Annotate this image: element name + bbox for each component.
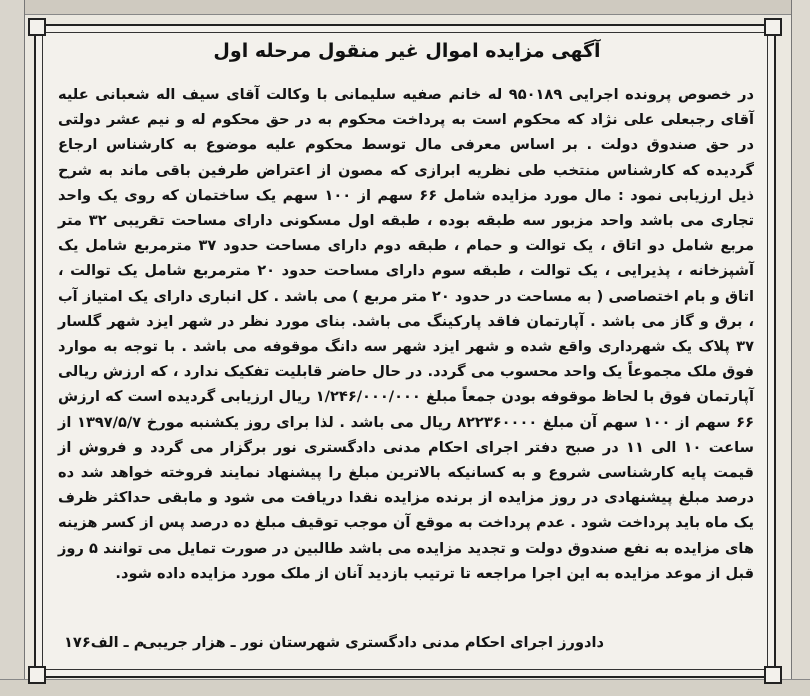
notice-code: م ـ الف۱۷۶	[64, 634, 145, 651]
frame-corner-ornament	[764, 666, 782, 684]
frame-corner-ornament	[28, 18, 46, 36]
adjacent-clipping-top	[0, 0, 810, 15]
notice-body	[58, 82, 754, 586]
notice-paragraph: در خصوص پرونده اجرایی ۹۵۰۱۸۹ له خانم صفیه سلیمانی با وکالت آقای سیف اله شعبانی علیه آقای رجبعلی علی نژاد که محکوم است به پرداخت محکوم به در حق محکوم له و نیم عشر دولتی در حق صندوق دولت . بر اساس معرفی مال توسط محکوم علیه موضوع به کارشناس ارجاع گردیده که کارشناس منتخب طی نظریه ابرازی که مصون از اعتراض طرفین باقی ماند به شرح ذیل ارزیابی نمود : مال مورد مزایده شامل ۶۶ سهم از ۱۰۰ سهم یک ساختمان که روی یک واحد تجاری می باشد واحد مزبور سه طبقه بوده ، طبقه اول مسکونی دارای مساحت تقریبی ۳۲ متر مربع شامل دو اتاق ، یک توالت و حمام ، طبقه دوم دارای مساحت حدود ۳۷ مترمربع شامل یک آشپزخانه ، پذیرایی ، یک توالت ، طبقه سوم دارای مساحت حدود ۲۰ مترمربع شامل یک توالت ، اتاق و بام اختصاصی ( به مساحت در حدود ۲۰ متر مربع ) می باشد . کل انباری دارای یک امتیاز آب ، برق و گاز می باشد . آپارتمان فاقد پارکینگ می باشد. بنای مورد نظر در شهر ایزد شهر گلسار ۳۷ پلاک یک شهرداری واقع شده و شهر ایزد شهر سه دانگ موقوفه می باشد . با توجه به موارد فوق ملک مجموعاً یک واحد محسوب می گردد. در حال حاضر قابلیت تفکیک ندارد ، که ارزش ریالی آپارتمان فوق با لحاظ موقوفه بودن جمعاً مبلغ ۱/۲۴۶/۰۰۰/۰۰۰ ریال ارزیابی گردیده است که ارزش ۶۶ سهم از ۱۰۰ سهم آن مبلغ ۸۲۲۳۶۰۰۰۰ ریال می باشد . لذا برای روز یکشنبه مورخ ۱۳۹۷/۵/۷ از ساعت ۱۰ الی ۱۱ در صبح دفتر اجرای احکام مدنی دادگستری نور برگزار می گردد و فروش از قیمت پایه کارشناسی شروع و به کسانیکه بالاترین مبلغ را پیشنهاد نمایند فروخته خواهد شد ده درصد مبلغ پیشنهادی در روز مزایده از برنده مزایده نقدا دریافت می شود و مابقی حداکثر ظرف یک ماه باید پرداخت شود . عدم پرداخت به موقع آن موجب توقیف مبلغ ده درصد پس از کسر هزینه های مزایده به نفع صندوق دولت و تجدید مزایده می باشد طالبین در صورت تمایل می توانند ۵ روز قبل از موعد مزایده به این اجرا مراجعه تا ترتیب بازدید آنان از ملک مورد مزایده داده شود.	[58, 86, 755, 582]
frame-corner-ornament	[764, 18, 782, 36]
notice-title: آگهی مزایده اموال غیر منقول مرحله اول	[213, 40, 601, 62]
notice-frame	[34, 24, 776, 678]
frame-corner-ornament	[28, 666, 46, 684]
adjacent-clipping-bottom	[0, 679, 810, 696]
adjacent-clipping-right	[791, 0, 810, 696]
notice-signer: دادورز اجرای احکام مدنی دادگستری شهرستان نور ـ هزار جریبی	[142, 634, 604, 651]
adjacent-clipping-left	[0, 0, 25, 696]
